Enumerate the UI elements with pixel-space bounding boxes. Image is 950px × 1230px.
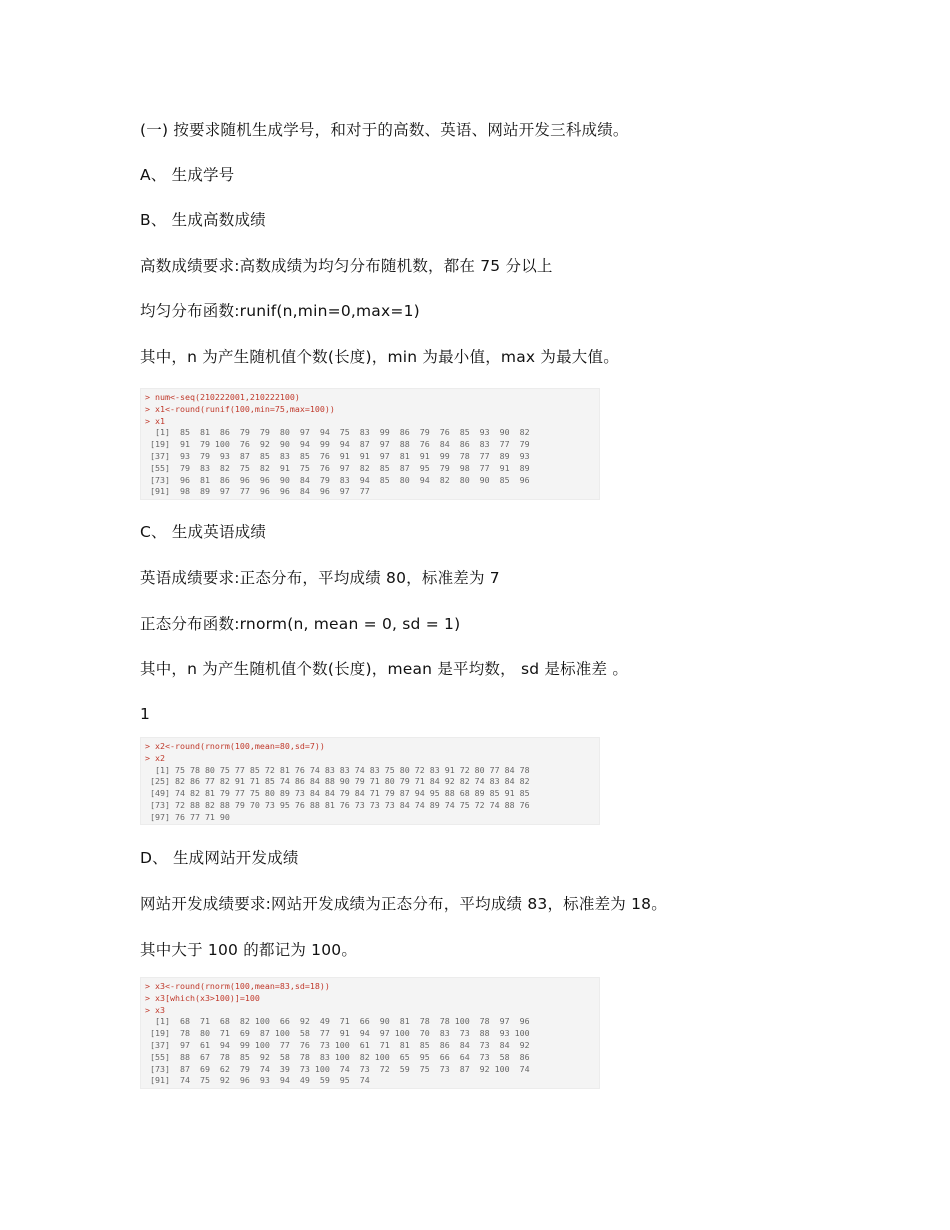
console-line: [73] 72 88 82 88 79 70 73 95 76 88 81 76 73 73 73 84 74 89 74 75 72 74 88 76 — [145, 799, 530, 810]
heading-a: A、 生成学号 — [140, 166, 235, 184]
paragraph-english-requirement: 英语成绩要求:正态分布，平均成绩 80，标准差为 7 — [140, 569, 500, 587]
console-line: [19] 78 80 71 69 87 100 58 77 91 94 97 100 70 83 73 88 93 100 — [145, 1028, 530, 1039]
console-line: [37] 93 79 93 87 85 83 85 76 91 91 97 81 91 99 78 77 89 93 — [145, 450, 530, 461]
console-line: [91] 98 89 97 77 96 96 84 96 97 77 — [145, 486, 370, 497]
paragraph-web-requirement: 网站开发成绩要求:网站开发成绩为正态分布，平均成绩 83，标准差为 18。 — [140, 895, 667, 913]
paragraph-rnorm-params: 其中，n 为产生随机值个数(长度)，mean 是平均数， sd 是标准差 。 — [140, 660, 629, 678]
console-line: [1] 85 81 86 79 79 80 97 94 75 83 99 86 79 76 85 93 90 82 — [145, 427, 530, 438]
console-line: [37] 97 61 94 99 100 77 76 73 100 61 71 81 85 86 84 73 84 92 — [145, 1039, 530, 1050]
paragraph-runif: 均匀分布函数:runif(n,min=0,max=1) — [140, 302, 420, 320]
console-line: > x3 — [145, 1004, 165, 1015]
console-line: [1] 68 71 68 82 100 66 92 49 71 66 90 81 78 78 100 78 97 96 — [145, 1016, 530, 1027]
console-line: [19] 91 79 100 76 92 90 94 99 94 87 97 88 76 84 86 83 77 79 — [145, 439, 530, 450]
console-line: [25] 82 86 77 82 91 71 85 74 86 84 88 90 79 71 80 79 71 84 92 82 74 83 84 82 — [145, 776, 530, 787]
console-line: [1] 75 78 80 75 77 85 72 81 76 74 83 83 74 83 75 80 72 83 91 72 80 77 84 78 — [145, 764, 530, 775]
r-console-screenshot-1 — [140, 388, 600, 500]
r-console-screenshot-3 — [140, 977, 600, 1089]
console-line: > x1<-round(runif(100,min=75,max=100)) — [145, 403, 335, 414]
console-line: [49] 74 82 81 79 77 75 80 89 73 84 84 79 84 71 79 87 94 95 88 68 89 85 91 85 — [145, 788, 530, 799]
console-line: [97] 76 77 71 90 — [145, 811, 230, 822]
console-line: [55] 88 67 78 85 92 58 78 83 100 82 100 65 95 66 64 73 58 86 — [145, 1051, 530, 1062]
console-line: [73] 87 69 62 79 74 39 73 100 74 73 72 59 75 73 87 92 100 74 — [145, 1063, 530, 1074]
paragraph-title: (一) 按要求随机生成学号，和对于的高数、英语、网站开发三科成绩。 — [140, 121, 629, 139]
heading-c: C、 生成英语成绩 — [140, 523, 267, 541]
heading-b: B、 生成高数成绩 — [140, 211, 266, 229]
paragraph-rnorm: 正态分布函数:rnorm(n, mean = 0, sd = 1) — [140, 615, 461, 633]
console-line: > x3<-round(rnorm(100,mean=83,sd=18)) — [145, 981, 330, 991]
paragraph-number-1: 1 — [140, 705, 151, 723]
console-line: [73] 96 81 86 96 96 90 84 79 83 94 85 80 94 82 80 90 85 96 — [145, 474, 530, 485]
console-line: [55] 79 83 82 75 82 91 75 76 97 82 85 87 95 79 98 77 91 89 — [145, 462, 530, 473]
heading-d: D、 生成网站开发成绩 — [140, 849, 299, 867]
paragraph-math-requirement: 高数成绩要求:高数成绩为均匀分布随机数，都在 75 分以上 — [140, 257, 553, 275]
paragraph-cap-100: 其中大于 100 的都记为 100。 — [140, 941, 358, 959]
r-console-screenshot-2 — [140, 737, 600, 825]
console-line: [91] 74 75 92 96 93 94 49 59 95 74 — [145, 1075, 370, 1086]
console-line: > x2<-round(rnorm(100,mean=80,sd=7)) — [145, 741, 325, 751]
console-line: > x2 — [145, 752, 165, 763]
console-line: > num<-seq(210222001,210222100) — [145, 392, 300, 402]
console-line: > x1 — [145, 415, 165, 426]
paragraph-runif-params: 其中，n 为产生随机值个数(长度)，min 为最小值，max 为最大值。 — [140, 348, 619, 366]
console-line: > x3[which(x3>100)]=100 — [145, 992, 260, 1003]
